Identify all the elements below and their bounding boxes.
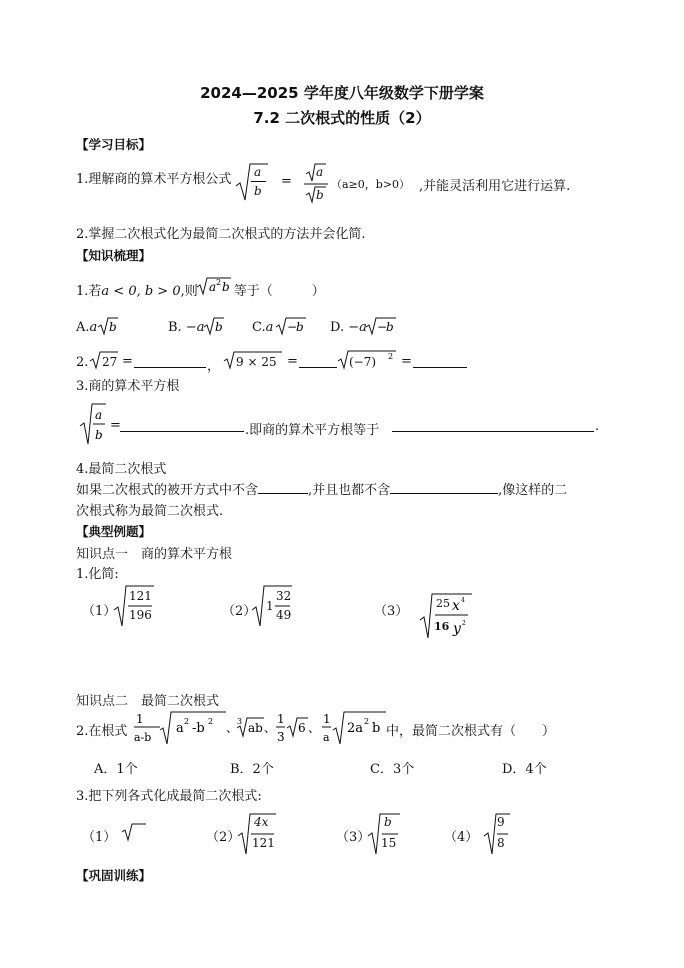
example-1: 1.化简: bbox=[76, 567, 119, 582]
sqrt-neg-b-icon bbox=[276, 316, 308, 336]
objective-1-suffix: ,并能灵活利用它进行运算. bbox=[419, 179, 571, 194]
svg-text:2: 2 bbox=[208, 717, 214, 726]
review-q4: 4.最简二次根式 bbox=[76, 462, 167, 477]
svg-text:a: a bbox=[209, 280, 217, 294]
svg-text:、: 、 bbox=[308, 721, 321, 735]
equals-sign: = bbox=[401, 354, 412, 369]
review-q3-blank-1[interactable] bbox=[120, 419, 244, 432]
fraction-denominator: 16 bbox=[434, 620, 450, 633]
svg-text:b: b bbox=[296, 320, 304, 334]
review-q4-blank-2[interactable] bbox=[390, 481, 498, 494]
svg-text:1: 1 bbox=[136, 712, 144, 726]
sqrt-neg-b-icon bbox=[366, 316, 398, 336]
quotient-sqrt-formula: a b = a b bbox=[236, 160, 356, 208]
review-q2-blank-2[interactable] bbox=[299, 355, 337, 368]
objective-2: 2.掌握二次根式化为最简二次根式的方法并会化简. bbox=[76, 227, 366, 242]
example-3: 3.把下列各式化成最简二次根式: bbox=[76, 789, 262, 804]
review-q4-line2: 次根式称为最简二次根式. bbox=[76, 504, 224, 519]
svg-text:2: 2 bbox=[462, 620, 466, 627]
review-q1-condition: a < 0, b > 0 bbox=[101, 284, 181, 299]
svg-text:1: 1 bbox=[323, 712, 331, 726]
section-examples: 【典型例题】 bbox=[76, 524, 152, 539]
fraction-denominator: 196 bbox=[129, 608, 152, 622]
document-subtitle: 7.2 二次根式的性质（2） bbox=[253, 109, 431, 127]
section-practice: 【巩固训练】 bbox=[76, 868, 152, 883]
period: . bbox=[595, 419, 600, 434]
fraction-denominator: 15 bbox=[381, 836, 397, 850]
svg-text:2: 2 bbox=[364, 717, 370, 726]
svg-text:x: x bbox=[452, 598, 460, 614]
svg-text:b: b bbox=[215, 320, 223, 334]
example-3-label-3: （3） bbox=[336, 830, 371, 845]
svg-text:ab: ab bbox=[248, 721, 263, 735]
fraction-numerator: 9 bbox=[497, 815, 505, 829]
review-q3-mid: .即商的算术平方根等于 bbox=[245, 423, 380, 438]
example-3-label-4: （4） bbox=[444, 830, 479, 845]
sqrt-b-icon bbox=[98, 316, 122, 336]
equals-sign: = bbox=[110, 418, 121, 433]
document-title: 2024—2025 学年度八年级数学下册学案 bbox=[200, 84, 484, 102]
equals-sign: = bbox=[122, 354, 133, 369]
svg-text:3: 3 bbox=[237, 717, 243, 726]
knowledge-point-1: 知识点一 商的算术平方根 bbox=[76, 547, 233, 562]
fraction-denominator: 49 bbox=[276, 608, 292, 622]
sqrt-b-icon bbox=[204, 316, 228, 336]
equals-sign: = bbox=[287, 354, 298, 369]
example-3-label-1: （1） bbox=[82, 830, 117, 845]
sqrt-a2b bbox=[197, 276, 237, 296]
example-2-option-c[interactable]: C．3个 bbox=[370, 762, 415, 777]
section-objectives: 【学习目标】 bbox=[76, 137, 152, 152]
example-2-suffix: 中，最简二次根式有（ ） bbox=[386, 724, 556, 739]
svg-text:b: b bbox=[372, 721, 381, 736]
review-q1-option-b[interactable]: B. −a bbox=[168, 320, 205, 335]
fraction-denominator: 8 bbox=[497, 836, 505, 850]
svg-text:-b: -b bbox=[192, 721, 205, 736]
svg-text:b: b bbox=[386, 320, 394, 334]
svg-text:a: a bbox=[323, 731, 330, 744]
review-q1-mid: ,则 bbox=[180, 284, 198, 299]
svg-text:−: − bbox=[287, 320, 298, 334]
svg-text:、: 、 bbox=[264, 721, 277, 735]
fraction-denominator: 121 bbox=[252, 836, 275, 850]
fraction-numerator: b bbox=[384, 815, 392, 829]
review-q2-blank-3[interactable] bbox=[413, 355, 467, 368]
svg-text:4: 4 bbox=[461, 597, 465, 604]
svg-text:a: a bbox=[95, 408, 103, 422]
svg-text:2: 2 bbox=[184, 717, 190, 726]
fraction-numerator: 121 bbox=[129, 589, 152, 603]
review-q3-blank-2[interactable] bbox=[392, 419, 594, 432]
radical-expressions-list bbox=[134, 708, 424, 748]
objective-1-condition: （a≥0，b>0） bbox=[331, 178, 411, 191]
review-q4-line1: 如果二次根式的被开方式中不含 ,并且也都不含 ,像这样的二 bbox=[76, 483, 568, 498]
example-1-label-1: （1） bbox=[82, 604, 117, 619]
review-q1-option-a[interactable]: A.a bbox=[76, 320, 98, 335]
svg-text:6: 6 bbox=[298, 721, 306, 735]
separator: ， bbox=[207, 359, 221, 374]
svg-text:、: 、 bbox=[226, 721, 239, 735]
example-2-option-a[interactable]: A．1个 bbox=[94, 762, 138, 777]
mixed-integer: 1 bbox=[266, 599, 274, 613]
example-2-option-b[interactable]: B．2个 bbox=[230, 762, 274, 777]
review-q2-label: 2. bbox=[76, 355, 89, 370]
svg-text:−: − bbox=[377, 320, 388, 334]
review-q4-blank-1[interactable] bbox=[258, 481, 308, 494]
review-q2-radicand-2: 9 × 25 bbox=[236, 355, 277, 369]
svg-text:2: 2 bbox=[216, 278, 222, 287]
empty-sqrt bbox=[122, 820, 150, 844]
objective-1-prefix: 1.理解商的算术平方根公式 bbox=[76, 172, 232, 187]
example-1-label-2: （2） bbox=[222, 604, 257, 619]
objective-1 bbox=[76, 168, 231, 208]
svg-text:a: a bbox=[176, 721, 184, 736]
review-q1-suffix: 等于（ ） bbox=[233, 284, 325, 299]
review-q2-radicand-1: 27 bbox=[102, 355, 118, 369]
review-q2-blank-1[interactable] bbox=[134, 355, 206, 368]
svg-text:2: 2 bbox=[388, 352, 394, 361]
knowledge-point-2: 知识点二 最简二次根式 bbox=[76, 694, 220, 709]
svg-text:1: 1 bbox=[277, 712, 285, 726]
sqrt-a-over-b bbox=[80, 402, 110, 448]
section-review: 【知识梳理】 bbox=[76, 248, 152, 263]
svg-text:b: b bbox=[109, 320, 117, 334]
fraction-numerator: 4x bbox=[254, 815, 269, 829]
svg-text:y: y bbox=[453, 621, 461, 637]
svg-text:a-b: a-b bbox=[134, 731, 152, 744]
example-2-option-d[interactable]: D．4个 bbox=[502, 762, 547, 777]
svg-text:b: b bbox=[95, 428, 103, 442]
fraction-numerator: 25 bbox=[436, 597, 450, 610]
example-1-label-3: （3） bbox=[374, 604, 409, 619]
review-q3: 3.商的算术平方根 bbox=[76, 379, 180, 394]
svg-text:2a: 2a bbox=[347, 721, 364, 736]
example-2-prefix: 2.在根式 bbox=[76, 724, 128, 739]
review-q1-option-d[interactable]: D. −a bbox=[330, 320, 367, 335]
example-3-label-2: （2） bbox=[206, 830, 241, 845]
review-q1-prefix: 1.若 bbox=[76, 284, 102, 299]
svg-text:3: 3 bbox=[277, 730, 285, 744]
svg-text:b: b bbox=[222, 280, 230, 294]
review-q2-radicand-3: (−7) bbox=[349, 355, 377, 369]
fraction-numerator: 32 bbox=[276, 589, 292, 603]
review-q1-option-c[interactable]: C.a bbox=[252, 320, 274, 335]
